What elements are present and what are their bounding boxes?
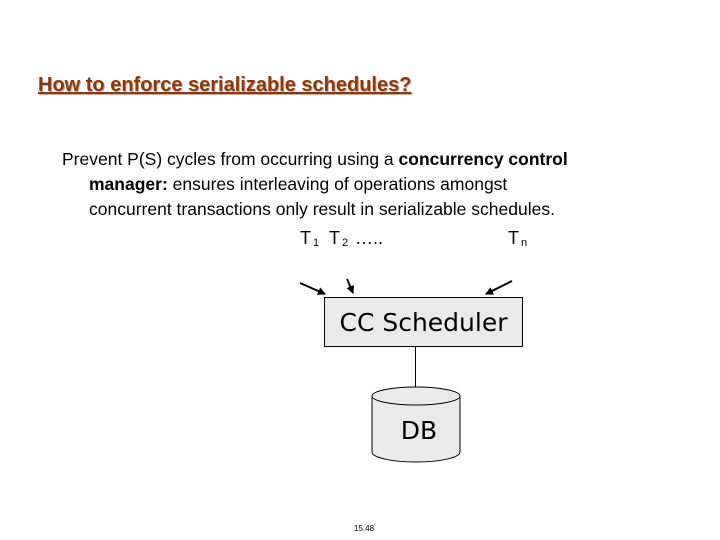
transaction-t1-subscript: 1 bbox=[313, 237, 320, 249]
db-label: DB bbox=[400, 416, 438, 445]
cc-scheduler-label: CC Scheduler bbox=[339, 307, 508, 337]
transaction-t2-letter: T bbox=[329, 228, 340, 248]
transaction-tn-letter: T bbox=[508, 228, 519, 248]
body-line-2-bold: manager: bbox=[89, 174, 168, 194]
slide-title: How to enforce serializable schedules? bbox=[38, 74, 412, 96]
transaction-ellipsis: ….. bbox=[355, 228, 384, 248]
transaction-t1-letter: T bbox=[300, 228, 311, 248]
arrow-t2 bbox=[347, 279, 353, 293]
transaction-t2-subscript: 2 bbox=[342, 237, 349, 249]
body-line-3: concurrent transactions only result in serializable schedules. bbox=[89, 199, 555, 219]
body-line-1-bold: concurrency control bbox=[398, 149, 568, 169]
arrow-tn bbox=[486, 281, 512, 294]
page-number: 15.48 bbox=[354, 524, 375, 533]
transaction-tn-subscript: n bbox=[521, 237, 528, 249]
cc-scheduler-box bbox=[324, 297, 523, 347]
body-line-1-text: Prevent P(S) cycles from occurring using a bbox=[62, 149, 399, 169]
arrow-t1 bbox=[300, 283, 325, 294]
body-line-2-text: ensures interleaving of operations amongst bbox=[167, 174, 508, 194]
